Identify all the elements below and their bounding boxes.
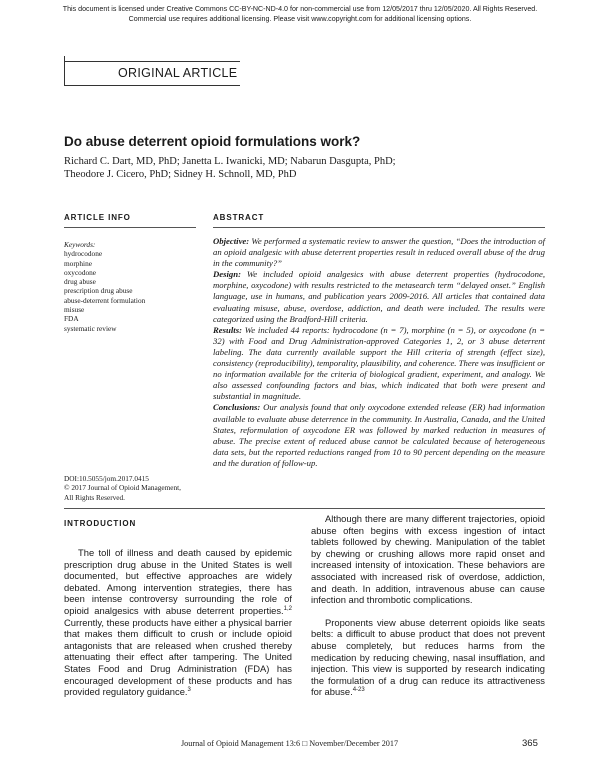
abstract-objective: [213, 236, 545, 269]
author-line: Theodore J. Cicero, PhD; Sidney H. Schnoll, MD, PhD: [64, 169, 297, 180]
intro-p1a: The toll of illness and death caused by epidemic prescription drug abuse in the United States is well documented, but effective approaches are widely debated. Among intervention strategies, there has been intense controversy surrounding the role of opioid analgesics with abuse deterrent properties.: [64, 547, 292, 616]
conclusions-label: Conclusions:: [213, 402, 261, 413]
doi: DOI:10.5055/jom.2017.0415: [64, 474, 149, 483]
abstract-heading: ABSTRACT: [213, 213, 265, 222]
abstract-design: [213, 269, 545, 324]
conclusions-text: Our analysis found that only oxycodone extended release (ER) had information available to evaluate abuse deterrence in the community. In Australia, Canada, and the United States, reformulation of oxycodone ER was followed by marked reduction in measures of abuse. The precise extent of reduced abuse cannot be calculated because of heterogeneous data sets, but the reported reductions ranged from 10 to 90 percent depending on the measure and the duration of follow-up.: [213, 402, 545, 468]
keywords-label: Keywords:: [64, 240, 96, 249]
license-notice-line2: Commercial use requires additional licensing. Please visit www.copyright.com for additional licensing options.: [128, 15, 472, 23]
abstract-results: [213, 325, 545, 403]
intro-paragraph: Although there are many different trajectories, opioid abuse often begins with excess ingestion of intact tablets followed by chewing. Manipulation of the tablet by chewing or crushing allows more rapid onset and increased intensity of intoxication. These behaviors are associated with increased risk of overdose, addiction, and death. In addition, intravenous abuse can cause infection and thrombotic complications.: [311, 513, 545, 606]
keyword-item: abuse-deterrent formulation: [64, 295, 146, 305]
article-info-rule: [64, 227, 196, 228]
results-text: We included 44 reports: hydrocodone (n = 7), morphine (n = 5), or oxycodone (n = 32) with Food and Drug Administration-approved Categories 1, 2, or 3 abuse deterrent labeling. The data currently available support the Hill criteria of strength (effect size), consistency (reproducibility), temporality, plausibility, and coherence. There was insufficient or no information available for the criteria of biological gradient, experiment, and analogy. We also assessed confounding factors and bias, which indicated that both were present and substantial in magnitude.: [213, 324, 545, 402]
keyword-item: morphine: [64, 258, 92, 268]
results-label: Results:: [213, 324, 242, 335]
abstract-conclusions: [213, 402, 545, 469]
design-text: We included opioid analgesics with abuse deterrent properties (hydrocodone, morphine, oxycodone) with results restricted to the metasearch term “delayed onset.” English language, use in humans, and publication years 2009-2016. All articles that contained data evaluating misuse, abuse, overdose, addiction, and death were included. The results were categorized using the Bradford-Hill criteria.: [213, 269, 545, 324]
intro-paragraph: [64, 547, 292, 698]
intro-p3: Proponents view abuse deterrent opioids like seats belts: a difficult to abuse product that does not prevent abuse completely, but reduces harms from the medication by reducing chewing, nasal insufflation, and injection. This view is supported by research indicating the formulation of a drug can reduce its attractiveness for abuse.: [311, 616, 545, 698]
intro-paragraph: [311, 617, 545, 698]
intro-column-left: [64, 547, 292, 698]
license-notice-line1: This document is licensed under Creative Commons CC-BY-NC-ND-4.0 for non-commercial use from 12/05/2017 thru 12/05/2020. All Rights Reserved.: [62, 5, 538, 13]
article-info-heading: ARTICLE INFO: [64, 213, 131, 222]
section-divider: [64, 508, 545, 509]
abstract-rule: [213, 227, 545, 228]
article-type-label: ORIGINAL ARTICLE: [118, 66, 238, 80]
article-title: Do abuse deterrent opioid formulations work?: [64, 134, 361, 149]
author-line: Richard C. Dart, MD, PhD; Janetta L. Iwanicki, MD; Nabarun Dasgupta, PhD;: [64, 156, 396, 167]
license-notice: [0, 4, 600, 24]
citation-ref: 1,2: [283, 605, 292, 612]
copyright: © 2017 Journal of Opioid Management,: [64, 483, 182, 493]
keyword-item: misuse: [64, 305, 85, 315]
journal-citation: Journal of Opioid Management 13:6 □ November/December 2017: [181, 739, 399, 748]
keyword-item: prescription drug abuse: [64, 286, 133, 296]
keyword-item: systematic review: [64, 323, 117, 333]
design-label: Design:: [213, 269, 241, 280]
objective-text: We performed a systematic review to answer the question, “Does the introduction of an opioid analgesic with abuse deterrent properties result in reduced overall abuse of the drug in the community?”: [213, 236, 545, 269]
objective-label: Objective:: [213, 236, 250, 246]
page-number: 365: [522, 738, 538, 749]
rights: All Rights Reserved.: [64, 492, 126, 502]
keyword-item: FDA: [64, 314, 79, 324]
introduction-heading: INTRODUCTION: [64, 519, 137, 528]
keyword-item: drug abuse: [64, 277, 96, 287]
keyword-item: oxycodone: [64, 267, 97, 277]
intro-p1b: Currently, these products have either a physical barrier that makes them difficult to crush or include opioid antagonists that are released when crushed thereby attenuating their effect after tampering. The United States Food and Drug Administration (FDA) has encouraged development of these products and has provided regulatory guidance.: [64, 616, 292, 698]
keyword-item: hydrocodone: [64, 249, 103, 259]
citation-ref: 3: [187, 687, 191, 693]
article-meta: [64, 474, 181, 502]
keyword-list: [64, 240, 145, 333]
citation-ref: 4-23: [352, 687, 365, 694]
intro-column-right: [311, 513, 545, 698]
abstract-body: [213, 236, 545, 469]
author-list: [64, 155, 396, 181]
